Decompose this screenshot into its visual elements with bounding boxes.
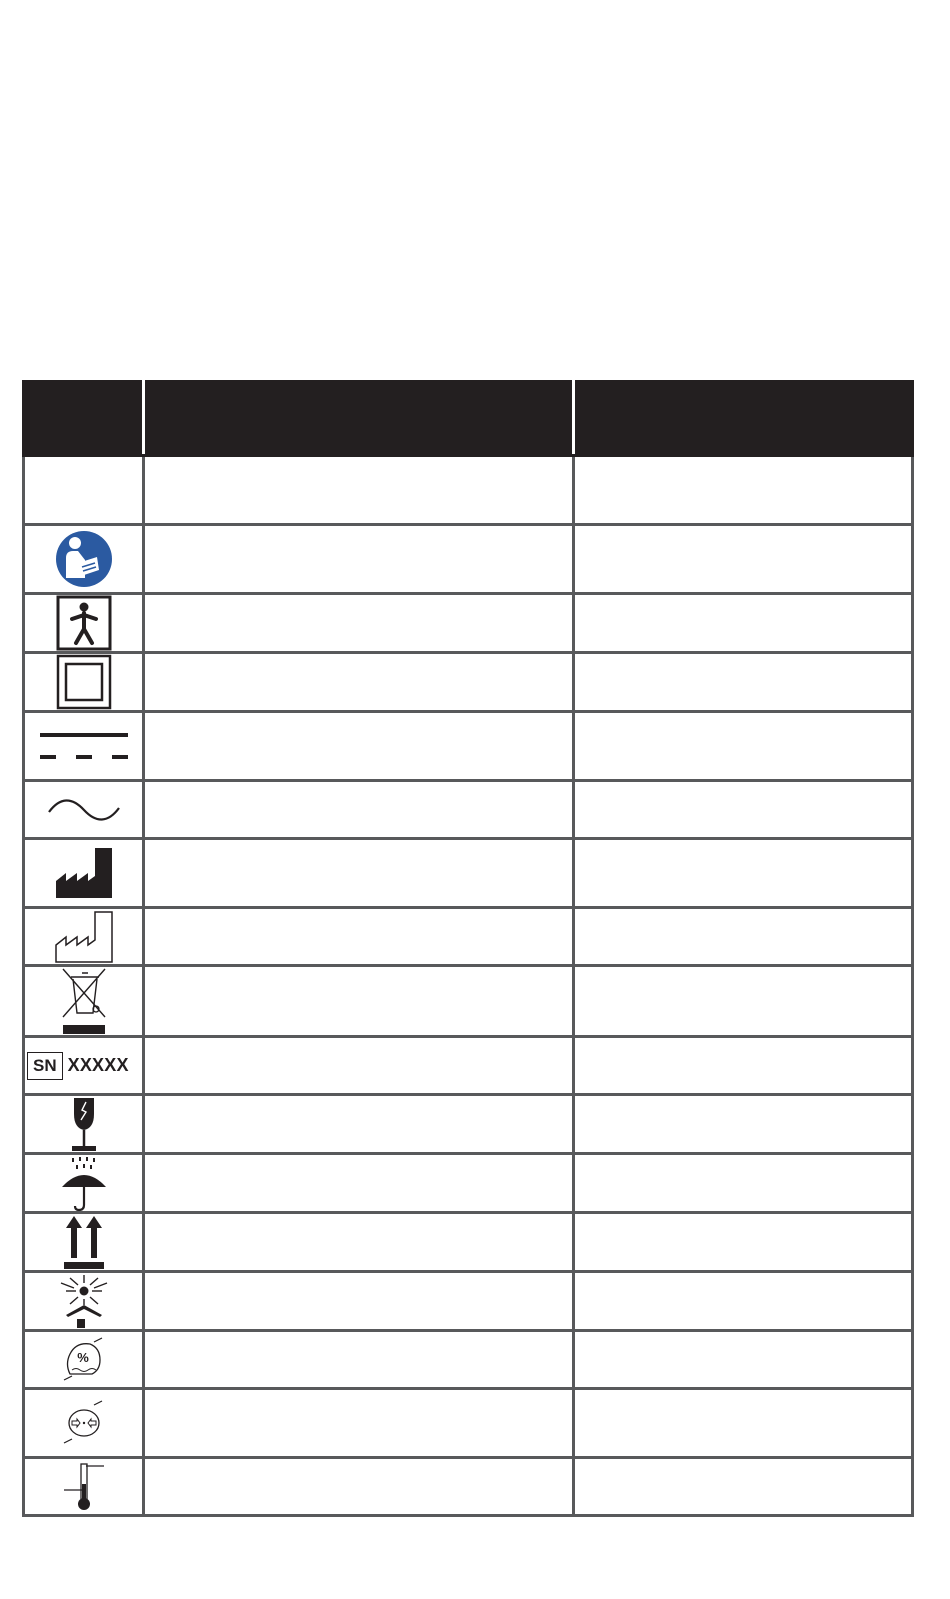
table-row — [24, 1272, 913, 1331]
type-bf-applied-part-icon — [56, 595, 112, 651]
weee-disposal-icon — [59, 967, 109, 1035]
table-row — [24, 1037, 913, 1095]
description-cell — [574, 1389, 913, 1458]
table-row — [24, 966, 913, 1037]
sn-label: SN — [27, 1052, 63, 1080]
title-cell — [144, 1154, 574, 1213]
table-row — [24, 1154, 913, 1213]
table-row — [24, 781, 913, 839]
svg-text:%: % — [76, 1349, 89, 1365]
table-row — [24, 653, 913, 712]
symbol-cell — [24, 456, 144, 525]
title-cell — [144, 456, 574, 525]
symbol-cell — [24, 908, 144, 966]
header-symbol — [24, 382, 144, 456]
symbol-cell — [24, 781, 144, 839]
title-cell — [144, 1331, 574, 1389]
title-cell — [144, 594, 574, 653]
description-cell — [574, 966, 913, 1037]
symbol-cell — [24, 1154, 144, 1213]
title-cell — [144, 1095, 574, 1154]
description-cell — [574, 456, 913, 525]
table-row — [24, 712, 913, 781]
description-cell — [574, 712, 913, 781]
this-way-up-icon — [62, 1214, 106, 1270]
table-row — [24, 1389, 913, 1458]
description-cell — [574, 1213, 913, 1272]
description-cell — [574, 653, 913, 712]
symbol-cell — [24, 1213, 144, 1272]
title-cell — [144, 781, 574, 839]
temperature-limit-icon — [60, 1460, 108, 1514]
symbol-cell — [24, 525, 144, 594]
fragile-icon — [64, 1096, 104, 1152]
symbol-cell — [24, 966, 144, 1037]
header-title — [144, 382, 574, 456]
atmospheric-pressure-limitation-icon — [62, 1399, 106, 1447]
title-cell — [144, 1037, 574, 1095]
symbol-cell — [24, 712, 144, 781]
description-cell — [574, 908, 913, 966]
symbol-cell — [24, 1037, 144, 1095]
symbol-cell — [24, 1272, 144, 1331]
symbol-cell — [24, 594, 144, 653]
description-cell — [574, 1154, 913, 1213]
description-cell — [574, 839, 913, 908]
class-ii-equipment-icon — [56, 654, 112, 710]
table-row — [24, 1213, 913, 1272]
title-cell — [144, 839, 574, 908]
header-description — [574, 382, 913, 456]
symbol-cell — [24, 1458, 144, 1516]
symbol-cell — [24, 1389, 144, 1458]
table-row — [24, 525, 913, 594]
title-cell — [144, 1272, 574, 1331]
title-cell — [144, 1458, 574, 1516]
keep-away-from-sunlight-icon — [56, 1273, 112, 1329]
description-cell — [574, 1272, 913, 1331]
title-cell — [144, 966, 574, 1037]
table-row — [24, 908, 913, 966]
table-row — [24, 594, 913, 653]
read-instructions-icon — [55, 530, 113, 588]
date-of-manufacture-icon — [55, 911, 113, 963]
table-header-row — [24, 382, 913, 456]
description-cell — [574, 525, 913, 594]
symbol-cell — [24, 1331, 144, 1389]
table-row — [24, 1458, 913, 1516]
description-cell — [574, 1095, 913, 1154]
manufacturer-icon — [55, 847, 113, 899]
sn-placeholder: XXXXX — [67, 1055, 129, 1075]
title-cell — [144, 525, 574, 594]
humidity-limitation-icon — [62, 1336, 106, 1384]
description-cell — [574, 1037, 913, 1095]
title-cell — [144, 1213, 574, 1272]
title-cell — [144, 908, 574, 966]
title-cell — [144, 653, 574, 712]
symbol-cell — [24, 839, 144, 908]
table-row — [24, 456, 913, 525]
symbols-table — [22, 380, 914, 1517]
alternating-current-icon — [46, 795, 122, 825]
description-cell — [574, 1458, 913, 1516]
description-cell — [574, 781, 913, 839]
symbol-cell — [24, 1095, 144, 1154]
title-cell — [144, 1389, 574, 1458]
title-cell — [144, 712, 574, 781]
direct-current-icon — [38, 729, 130, 763]
table-row — [24, 1331, 913, 1389]
description-cell — [574, 1331, 913, 1389]
symbol-cell — [24, 653, 144, 712]
table-row — [24, 1095, 913, 1154]
table-row — [24, 839, 913, 908]
keep-dry-icon — [59, 1155, 109, 1211]
serial-number-icon — [25, 1052, 142, 1080]
description-cell — [574, 594, 913, 653]
